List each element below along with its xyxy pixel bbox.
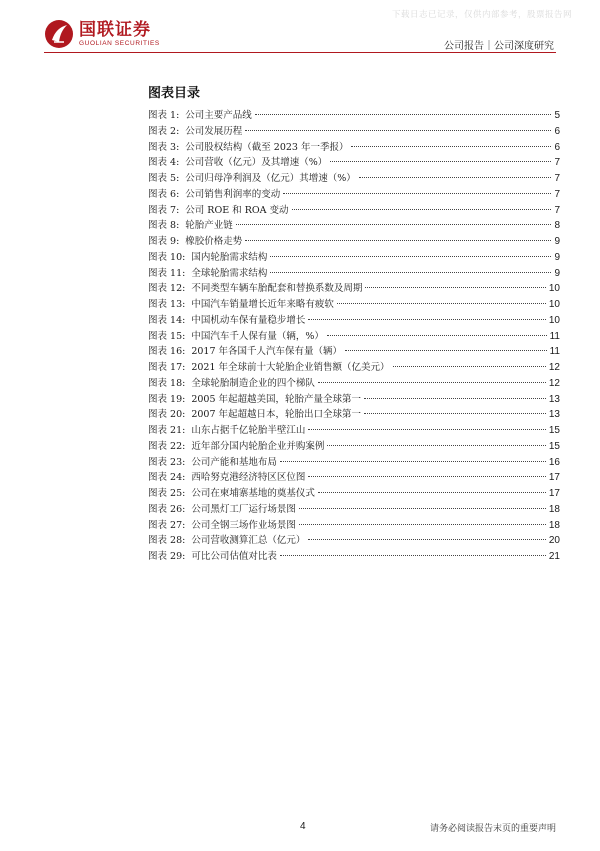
toc-entry[interactable] [148, 360, 560, 376]
toc-entry-page: 12 [548, 362, 560, 373]
toc-entry-title: 2007 年起超越日本，轮胎出口全球第一 [191, 409, 362, 421]
toc-entry-page: 11 [549, 330, 560, 342]
toc-entry-title: 公司主要产品线 [185, 110, 252, 121]
toc-dot-leader [364, 413, 546, 414]
toc-entry-label: 图表 4: [148, 157, 180, 169]
toc-dot-leader [255, 114, 552, 115]
toc-entry[interactable] [148, 171, 560, 187]
toc-dot-leader [299, 508, 546, 509]
toc-dot-leader [364, 398, 546, 399]
toc-entry-title: 可比公司估值对比表 [191, 551, 277, 562]
toc-dot-leader [292, 209, 552, 210]
toc-entry-label: 图表 1: [148, 110, 180, 121]
toc-entry[interactable] [148, 502, 560, 518]
toc-dot-leader [308, 319, 546, 320]
toc-dot-leader [245, 240, 551, 241]
toc-entry-label: 图表 9: [148, 236, 180, 247]
toc-entry-title: 公司归母净利润及（亿元）其增速（%） [185, 173, 356, 184]
toc-entry-title: 中国机动车保有量稳步增长 [191, 314, 306, 326]
toc-entry-label: 图表 10: [148, 251, 186, 263]
toc-dot-leader [330, 161, 551, 162]
toc-entry-label: 图表 24: [148, 472, 186, 484]
report-type: 公司报告｜公司深度研究 [444, 41, 554, 52]
header-divider [44, 52, 556, 53]
logo-name-cn: 国联证券 [79, 19, 151, 40]
toc-entry-title: 公司营收测算汇总（亿元） [191, 535, 306, 547]
toc-dot-leader [270, 272, 551, 273]
toc-entry-page: 7 [554, 157, 560, 169]
toc-entry-page: 7 [554, 188, 560, 200]
toc-entry-page: 16 [548, 456, 560, 468]
toc-entry-title: 公司销售利润率的变动 [185, 188, 281, 200]
toc-entry[interactable] [148, 376, 560, 392]
toc-entry-title: 公司股权结构（截至 2023 年一季报） [185, 141, 349, 153]
toc-entry[interactable] [148, 392, 560, 408]
toc-entry-label: 图表 21: [148, 425, 186, 436]
toc-entry-label: 图表 16: [148, 346, 186, 358]
footer-disclaimer: 请务必阅读报告末页的重要声明 [429, 824, 556, 834]
toc-entry-label: 图表 26: [148, 503, 186, 515]
toc-entry[interactable] [148, 344, 560, 360]
toc-entry-title: 2017 年各国千人汽车保有量（辆） [191, 346, 343, 358]
toc-entry[interactable] [148, 281, 560, 297]
toc-entry-page: 12 [548, 377, 560, 389]
toc-entry[interactable] [148, 266, 560, 282]
toc-dot-leader [236, 224, 552, 225]
toc-entry[interactable] [148, 187, 560, 203]
toc-entry-page: 8 [554, 220, 560, 232]
toc-entry-page: 13 [548, 409, 560, 421]
toc-dot-leader [337, 303, 546, 304]
toc-entry-label: 图表 28: [148, 535, 186, 547]
toc-entry-title: 公司黑灯工厂运行场景图 [191, 503, 296, 515]
toc-dot-leader [318, 492, 546, 493]
toc-entry[interactable] [148, 423, 560, 439]
toc-entry-page: 18 [548, 519, 560, 531]
toc-entry-label: 图表 19: [148, 393, 186, 405]
toc-entry-title: 山东占据千亿轮胎半壁江山 [191, 425, 306, 436]
toc-entry[interactable] [148, 470, 560, 486]
toc-list [148, 108, 560, 565]
toc-dot-leader [359, 177, 552, 178]
toc-entry-title: 公司产能和基地布局 [191, 456, 277, 468]
toc-entry-title: 轮胎产业链 [185, 220, 233, 232]
toc-entry[interactable] [148, 124, 560, 140]
toc-entry-label: 图表 22: [148, 440, 186, 452]
toc-entry-page: 10 [548, 299, 560, 310]
toc-entry[interactable] [148, 250, 560, 266]
toc-entry-label: 图表 18: [148, 377, 186, 389]
toc-entry-page: 9 [554, 251, 560, 263]
toc-entry[interactable] [148, 439, 560, 455]
toc-dot-leader [308, 476, 546, 477]
toc-entry[interactable] [148, 108, 560, 124]
toc-entry-title: 全球轮胎需求结构 [191, 267, 268, 279]
toc-entry-title: 公司发展历程 [185, 125, 243, 137]
toc-entry-page: 21 [548, 551, 560, 562]
toc-entry[interactable] [148, 518, 560, 534]
toc-dot-leader [280, 461, 546, 462]
toc-entry-label: 图表 29: [148, 551, 186, 562]
toc-entry-title: 中国汽车千人保有量（辆，%） [191, 330, 324, 342]
toc-entry-page: 6 [554, 141, 560, 153]
toc-entry-label: 图表 5: [148, 173, 180, 184]
toc-entry-title: 公司全钢三场作业场景图 [191, 519, 296, 531]
toc-entry-label: 图表 6: [148, 188, 180, 200]
toc-dot-leader [270, 256, 551, 257]
toc-entry-label: 图表 25: [148, 488, 186, 499]
toc-dot-leader [308, 429, 546, 430]
toc-entry[interactable] [148, 155, 560, 171]
toc-entry-label: 图表 14: [148, 314, 186, 326]
toc-entry-page: 9 [554, 236, 560, 247]
company-logo [44, 19, 160, 49]
toc-dot-leader [327, 335, 547, 336]
toc-entry-label: 图表 17: [148, 362, 186, 373]
toc-entry[interactable] [148, 329, 560, 345]
toc-entry-title: 西哈努克港经济特区区位图 [191, 472, 306, 484]
toc-entry-page: 10 [548, 314, 560, 326]
toc-entry-page: 17 [548, 488, 560, 499]
toc-entry-label: 图表 20: [148, 409, 186, 421]
toc-entry-title: 公司 ROE 和 ROA 变动 [185, 204, 289, 216]
toc-dot-leader [393, 366, 546, 367]
toc-entry-label: 图表 8: [148, 220, 180, 232]
toc-entry[interactable] [148, 297, 560, 313]
page-number: 4 [300, 821, 306, 832]
toc-entry-page: 7 [554, 204, 560, 216]
toc-dot-leader [327, 445, 546, 446]
toc-entry-label: 图表 11: [148, 267, 186, 279]
toc-entry-label: 图表 23: [148, 456, 186, 468]
toc-entry[interactable] [148, 140, 560, 156]
toc-entry[interactable] [148, 234, 560, 250]
toc-entry-title: 近年部分国内轮胎企业并购案例 [191, 440, 325, 452]
toc-entry-page: 15 [548, 425, 560, 436]
toc-entry-label: 图表 3: [148, 141, 180, 153]
toc-entry-title: 2005 年起超越美国，轮胎产量全球第一 [191, 393, 362, 405]
toc-dot-leader [345, 350, 547, 351]
toc-entry-title: 中国汽车销量增长近年来略有疲软 [191, 299, 334, 310]
toc-dot-leader [280, 555, 546, 556]
toc-entry-label: 图表 13: [148, 299, 186, 310]
toc-dot-leader [318, 382, 546, 383]
toc-dot-leader [308, 539, 546, 540]
toc-entry[interactable] [148, 486, 560, 502]
toc-entry[interactable] [148, 549, 560, 565]
toc-entry[interactable] [148, 533, 560, 549]
toc-entry[interactable] [148, 203, 560, 219]
watermark-text: 下载日志已记录，仅供内部参考，股票报告网 [391, 10, 572, 20]
toc-entry-title: 不同类型车辆车胎配套和替换系数及周期 [191, 283, 363, 295]
logo-name-en: GUOLIAN SECURITIES [79, 39, 160, 47]
toc-heading: 图表目录 [148, 86, 201, 101]
toc-entry-label: 图表 27: [148, 519, 186, 531]
toc-entry-title: 国内轮胎需求结构 [191, 251, 268, 263]
toc-entry-title: 全球轮胎制造企业的四个梯队 [191, 377, 315, 389]
toc-entry-title: 2021 年全球前十大轮胎企业销售额（亿美元） [191, 362, 390, 373]
toc-entry-page: 10 [548, 283, 560, 295]
toc-entry-label: 图表 7: [148, 204, 180, 216]
toc-entry-page: 18 [548, 503, 560, 515]
logo-emblem-icon [44, 19, 74, 49]
toc-entry-page: 13 [548, 393, 560, 405]
toc-dot-leader [299, 524, 546, 525]
toc-entry-label: 图表 12: [148, 283, 186, 295]
toc-entry[interactable] [148, 313, 560, 329]
toc-dot-leader [365, 287, 546, 288]
toc-entry-page: 17 [548, 472, 560, 484]
toc-entry-label: 图表 2: [148, 125, 180, 137]
toc-entry[interactable] [148, 455, 560, 471]
toc-entry-page: 5 [554, 110, 560, 121]
toc-dot-leader [351, 146, 551, 147]
toc-dot-leader [245, 130, 551, 131]
toc-entry-page: 11 [549, 346, 560, 358]
toc-entry-title: 公司营收（亿元）及其增速（%） [185, 157, 328, 169]
toc-entry-page: 15 [548, 440, 560, 452]
toc-entry-page: 9 [554, 267, 560, 279]
toc-entry-title: 橡胶价格走势 [185, 236, 243, 247]
toc-entry-page: 7 [554, 173, 560, 184]
toc-entry[interactable] [148, 218, 560, 234]
toc-entry-page: 6 [554, 125, 560, 137]
toc-entry-title: 公司在柬埔寨基地的奠基仪式 [191, 488, 315, 499]
toc-entry-page: 20 [548, 535, 560, 547]
toc-entry[interactable] [148, 407, 560, 423]
toc-dot-leader [283, 193, 551, 194]
toc-entry-label: 图表 15: [148, 330, 186, 342]
